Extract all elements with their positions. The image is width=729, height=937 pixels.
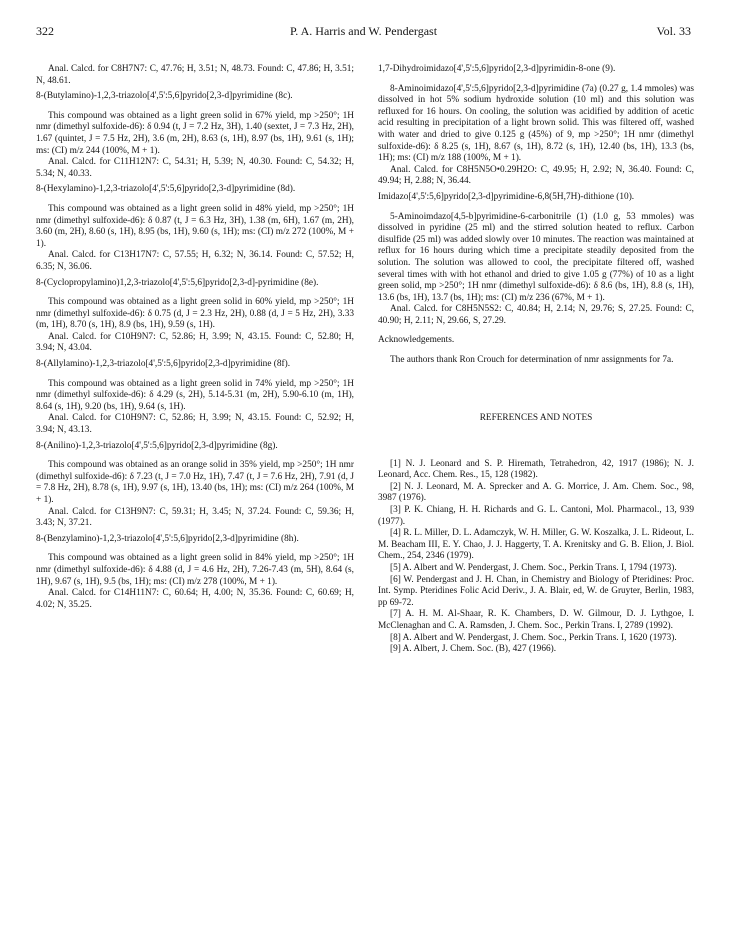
compound-description-8d: This compound was obtained as a light green solid in 48% yield, mp >250°; 1H nmr (dimethyl sulfoxide-d6): δ 0.87 (t, J = 6.3 Hz, 3H), 1.38 (m, 6H), 1.67 (m, 2H), 3.60 (m, 2H), 8.60 (s, 1H), 8.95 (bs, 1H), 9.60 (s, 1H); ms: (CI) m/z 272 (100%, M + 1). [36, 203, 354, 249]
acknowledgements-heading: Acknowledgements. [378, 335, 455, 346]
page-header [36, 24, 691, 42]
analysis-paragraph-8h: Anal. Calcd. for C14H11N7: C, 60.64; H, 4.00; N, 35.36. Found: C, 60.69; H, 4.02; N, 35.25. [36, 588, 354, 610]
analysis-paragraph-10: Anal. Calcd. for C8H5N5S2: C, 40.84; H, 2.14; N, 29.76; S, 27.25. Found: C, 40.90; H, 2.11; N, 29.66, S, 27.29. [378, 304, 694, 326]
volume-label: Vol. 33 [656, 24, 691, 38]
compound-title-8f: 8-(Allylamino)-1,2,3-triazolo[4',5':5,6]pyrido[2,3-d]pyrimidine (8f). [36, 359, 291, 370]
compound-title-9: 1,7-Dihydroimidazo[4',5':5,6]pyrido[2,3-d]pyrimidin-8-one (9). [378, 64, 616, 74]
analysis-paragraph-8e: Anal. Calcd. for C10H9N7: C, 52.86; H, 3.99; N, 43.15. Found: C, 52.80; H, 3.94; N, 43.04. [36, 331, 354, 354]
acknowledgements-text: The authors thank Ron Crouch for determination of nmr assignments for 7a. [390, 355, 674, 366]
reference-item: [5] A. Albert and W. Pendergast, J. Chem. Soc., Perkin Trans. I, 1794 (1973). [390, 563, 677, 573]
references-list [378, 459, 694, 656]
references-heading: REFERENCES AND NOTES [479, 412, 593, 423]
analysis-paragraph-9: Anal. Calcd. for C8H5N5O•0.29H2O: C, 49.95; H, 2.92; N, 36.40. Found: C, 49.94; H, 2.88; N, 36.44. [378, 164, 694, 187]
compound-description-8e: This compound was obtained as a light green solid in 60% yield, mp >250°; 1H nmr (dimethyl sulfoxide-d6): δ 0.75 (d, J = 2.3 Hz, 2H), 0.88 (d, J = 5 Hz, 2H), 3.33 (m, 1H), 8.70 (s, 1H), 8.9 (bs, 1H), 9.59 (s, 1H). [36, 297, 354, 331]
compound-description-10: 5-Aminoimdazo[4,5-b]pyrimidine-6-carbonitrile (1) (1.0 g, 53 mmoles) was dissolved in pyridine (25 ml) and the stirred solution heated to reflux. Carbon disulfide (25 ml) was added slowly over 10 minutes. The reaction was maintained at reflux for 16 hours during which time a precipitate steadily deposited from the solution. The solution was allowed to cool, the precipitate filtered off, washed several times with with hot ethanol and dried to give 1.05 g (77%) of 10 as a light green solid, mp >250°; 1H nmr (dimethyl sulfoxide-d6): δ 8.6 (bs, 1H), 8.8 (s, 1H), 13.6 (bs, 1H), 13.7 (bs, 1H); ms: (CI) m/z 236 (67%, M + 1). [378, 211, 694, 303]
reference-item: [9] A. Albert, J. Chem. Soc. (B), 427 (1966). [390, 644, 557, 655]
analysis-paragraph-8f: Anal. Calcd. for C10H9N7: C, 52.86; H, 3.99; N, 43.15. Found: C, 52.92; H, 3.94; N, 43.13. [36, 413, 354, 436]
reference-item: [8] A. Albert and W. Pendergast, J. Chem. Soc., Perkin Trans. I, 1620 (1973). [390, 632, 677, 643]
compound-description-8f: This compound was obtained as a light green solid in 74% yield, mp >250°; 1H nmr (dimethyl sulfoxide-d6): δ 4.29 (s, 2H), 5.14-5.31 (m, 2H), 5.90-6.10 (m, 1H), 8.64 (s, 1H), 9.20 (bs, 1H), 9.64 (s, 1H). [36, 378, 354, 412]
compound-title-8h: 8-(Benzylamino)-1,2,3-triazolo[4',5':5,6]pyrido[2,3-d]pyrimidine (8h). [36, 533, 299, 544]
analysis-paragraph-8c: Anal. Calcd. for C11H12N7: C, 54.31; H, 5.39; N, 40.30. Found: C, 54.32; H, 5.34; N, 40.33. [36, 157, 354, 179]
compound-description-8c: This compound was obtained as a light green solid in 67% yield, mp >250°; 1H nmr (dimethyl sulfoxide-d6): δ 0.94 (t, J = 7.2 Hz, 3H), 1.40 (sextet, J = 7.3 Hz, 2H), 1.67 (quintet, J = 7.5 Hz, 2H), 3.6 (m, 2H), 8.63 (s, 1H), 8.97 (bs, 1H), 9.61 (s, 1H); ms: (CI) m/z 244 (100%, M + 1). [36, 110, 354, 156]
reference-item: [4] R. L. Miller, D. L. Adamczyk, W. H. Miller, G. W. Koszalka, J. L. Rideout, L. M. Beacham III, E. Y. Chao, J. J. Haggerty, T. A. Krenitsky and G. B. Elion, J. Biol. Chem., 254, 2346 (1979). [378, 528, 694, 562]
compound-description-8h: This compound was obtained as a light green solid in 84% yield, mp >250°; 1H nmr (dimethyl sulfoxide-d6): δ 4.88 (d, J = 4.6 Hz, 2H), 7.26-7.43 (m, 5H), 8.64 (s, 1H), 9.67 (s, 1H), 9.5 (bs, 1H); ms: (CI) m/z 278 (100%, M + 1). [36, 553, 354, 587]
analysis-paragraph-8d: Anal. Calcd. for C13H17N7: C, 57.55; H, 6.32; N, 36.14. Found: C, 57.52; H, 6.35; N, 36.06. [36, 250, 354, 272]
page-number: 322 [36, 24, 54, 38]
reference-item: [7] A. H. M. Al-Shaar, R. K. Chambers, D. W. Gilmour, D. J. Lythgoe, I. McClenaghan and C. A. Ramsden, J. Chem. Soc., Perkin Trans. I, 2789 (1992). [378, 609, 694, 631]
reference-item: [2] N. J. Leonard, M. A. Sprecker and A. G. Morrice, J. Am. Chem. Soc., 98, 3987 (1976). [378, 481, 694, 504]
compound-title-8d: 8-(Hexylamino)-1,2,3-triazolo[4',5':5,6]pyrido[2,3-d]pyrimidine (8d). [36, 184, 296, 195]
compound-description-9: 8-Aminoimidazo[4',5':5,6]pyrido[2,3-d]pyrimidine (7a) (0.27 g, 1.4 mmoles) was dissolved in hot 5% sodium hydroxide solution (10 ml) and this solution was refluxed for 16 hours. On cooling, the solution was acidified by addition of acetic acid resulting in precipitation of a light brown solid. This was filtered off, washed with water and dried to give 0.125 g (45%) of 9, mp >250°; 1H nmr (dimethyl sulfoxide-d6): δ 8.25 (s, 1H), 8.67 (s, 1H), 8.72 (s, 1H), 12.40 (bs, 1H), 13.3 (bs, 1H); ms: (CI) m/z 188 (100%, M + 1). [378, 83, 694, 164]
left-column [36, 64, 354, 611]
reference-item: [1] N. J. Leonard and S. P. Hiremath, Tetrahedron, 42, 1917 (1986); N. J. Leonard, Acc. Chem. Res., 15, 128 (1982). [378, 458, 694, 481]
right-column [378, 64, 694, 656]
reference-item: [3] P. K. Chiang, H. H. Richards and G. L. Cantoni, Mol. Pharmacol., 13, 939 (1977). [378, 505, 694, 527]
compound-description-8g: This compound was obtained as an orange solid in 35% yield, mp >250°; 1H nmr (dimethyl sulfoxide-d6): δ 7.23 (t, J = 7.0 Hz, 1H), 7.47 (t, J = 7.6 Hz, 2H), 7.91 (d, J = 7.8 Hz, 2H), 8.78 (s, 1H), 9.97 (s, 1H), 13.40 (bs, 1H); ms: (CI) m/z 264 (100%, M + 1). [36, 460, 354, 505]
reference-item: [6] W. Pendergast and J. H. Chan, in Chemistry and Biology of Pteridines: Proc. Int. Symp. Pteridines Folic Acid Deriv., J. A. Blair, ed, W. de Gruyter, Berlin, 1983, pp 69-72. [378, 574, 694, 608]
compound-title-10: Imidazo[4',5':5,6]pyrido[2,3-d]pyrimidine-6,8(5H,7H)-dithione (10). [378, 191, 635, 202]
running-head-authors: P. A. Harris and W. Pendergast [289, 24, 438, 38]
analysis-paragraph-8g: Anal. Calcd. for C13H9N7: C, 59.31; H, 3.45; N, 37.24. Found: C, 59.36; H, 3.43; N, 37.21. [36, 506, 354, 529]
analysis-paragraph: Anal. Calcd. for C8H7N7: C, 47.76; H, 3.51; N, 48.73. Found: C, 47.86; H, 3.51; N, 48.61. [36, 64, 354, 86]
compound-title-8g: 8-(Anilino)-1,2,3-triazolo[4',5':5,6]pyrido[2,3-d]pyrimidine (8g). [36, 440, 278, 451]
compound-title-8e: 8-(Cyclopropylamino)1,2,3-triazolo[4',5':5,6]pyrido[2,3-d]-pyrimidine (8e). [36, 277, 319, 288]
compound-title-8c: 8-(Butylamino)-1,2,3-triazolo[4',5':5,6]pyrido[2,3-d]pyrimidine (8c). [36, 91, 293, 102]
